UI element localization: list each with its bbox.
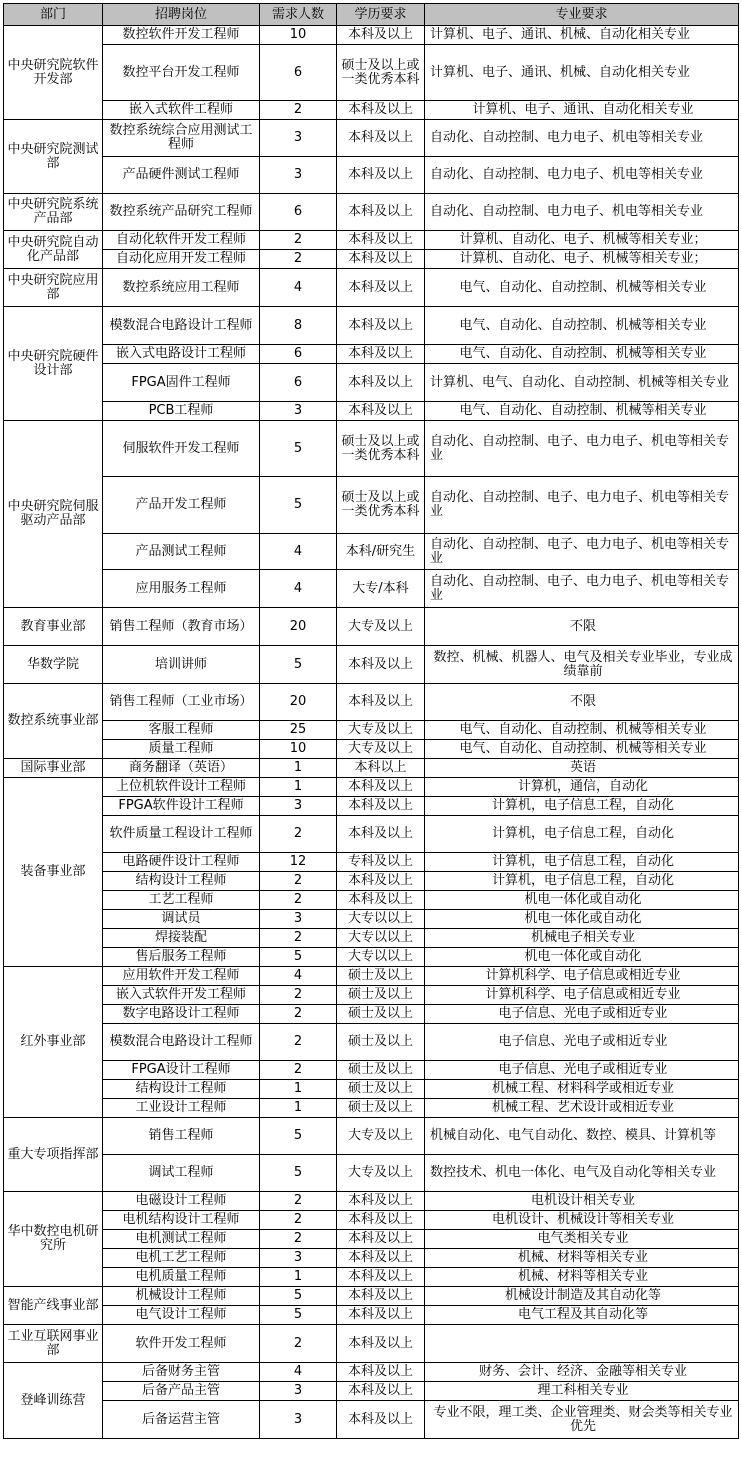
position-cell: 自动化应用开发工程师 [103, 250, 260, 269]
education-cell: 本科以上 [337, 759, 425, 778]
major-cell: 计算机、电子、通讯、自动化相关专业 [425, 101, 739, 120]
position-cell: 应用软件开发工程师 [103, 967, 260, 986]
position-cell: 产品开发工程师 [103, 477, 260, 534]
position-cell: 软件质量工程设计工程师 [103, 816, 260, 853]
education-cell: 本科及以上 [337, 157, 425, 194]
headcount-cell: 3 [260, 157, 337, 194]
position-cell: 商务翻译（英语） [103, 759, 260, 778]
table-row [4, 816, 739, 853]
education-cell: 本科及以上 [337, 1249, 425, 1268]
headcount-cell: 4 [260, 269, 337, 307]
table-row [4, 1005, 739, 1024]
headcount-cell: 3 [260, 797, 337, 816]
position-cell: 焊接装配 [103, 929, 260, 948]
table-row [4, 778, 739, 797]
table-row [4, 1192, 739, 1211]
position-cell: 嵌入式软件开发工程师 [103, 986, 260, 1005]
header-education: 学历要求 [337, 4, 425, 26]
position-cell: 质量工程师 [103, 740, 260, 759]
table-row [4, 853, 739, 872]
education-cell: 本科及以上 [337, 1268, 425, 1287]
department-cell: 华数学院 [4, 646, 103, 684]
education-cell: 本科及以上 [337, 872, 425, 891]
position-cell: 应用服务工程师 [103, 570, 260, 608]
education-cell: 本科及以上 [337, 816, 425, 853]
major-cell [425, 1325, 739, 1363]
position-cell: 产品测试工程师 [103, 534, 260, 570]
education-cell: 本科及以上 [337, 402, 425, 421]
position-cell: 电机质量工程师 [103, 1268, 260, 1287]
table-row [4, 45, 739, 101]
position-cell: 电机测试工程师 [103, 1230, 260, 1249]
position-cell: 自动化软件开发工程师 [103, 231, 260, 250]
education-cell: 本科及以上 [337, 684, 425, 721]
education-cell: 本科及以上 [337, 364, 425, 402]
headcount-cell: 2 [260, 101, 337, 120]
education-cell: 本科及以上 [337, 101, 425, 120]
position-cell: 上位机软件设计工程师 [103, 778, 260, 797]
major-cell: 电子信息、光电子或相近专业 [425, 1061, 739, 1080]
education-cell: 本科及以上 [337, 1325, 425, 1363]
position-cell: 产品硬件测试工程师 [103, 157, 260, 194]
education-cell: 本科及以上 [337, 646, 425, 684]
table-row [4, 1363, 739, 1382]
education-cell: 本科及以上 [337, 120, 425, 157]
headcount-cell: 4 [260, 534, 337, 570]
headcount-cell: 1 [260, 1099, 337, 1118]
major-cell: 不限 [425, 608, 739, 646]
position-cell: 数控平台开发工程师 [103, 45, 260, 101]
headcount-cell: 5 [260, 1155, 337, 1192]
table-row [4, 477, 739, 534]
headcount-cell: 6 [260, 345, 337, 364]
major-cell: 自动化、自动控制、电子、电力电子、机电等相关专业 [425, 534, 739, 570]
position-cell: 数字电路设计工程师 [103, 1005, 260, 1024]
major-cell: 电机设计、机械设计等相关专业 [425, 1211, 739, 1230]
education-cell: 大专及以上 [337, 1155, 425, 1192]
position-cell: 销售工程师（教育市场） [103, 608, 260, 646]
header-position: 招聘岗位 [103, 4, 260, 26]
headcount-cell: 3 [260, 120, 337, 157]
table-row [4, 721, 739, 740]
major-cell: 电气类相关专业 [425, 1230, 739, 1249]
position-cell: 电磁设计工程师 [103, 1192, 260, 1211]
major-cell: 计算机，通信，自动化 [425, 778, 739, 797]
headcount-cell: 2 [260, 1061, 337, 1080]
headcount-cell: 4 [260, 1363, 337, 1382]
position-cell: 客服工程师 [103, 721, 260, 740]
table-row [4, 570, 739, 608]
education-cell: 本科及以上 [337, 797, 425, 816]
position-cell: 数控系统应用工程师 [103, 269, 260, 307]
table-row [4, 345, 739, 364]
major-cell: 电气、自动化、自动控制、机械等相关专业 [425, 721, 739, 740]
education-cell: 本科及以上 [337, 1306, 425, 1325]
major-cell: 电机设计相关专业 [425, 1192, 739, 1211]
department-cell: 国际事业部 [4, 759, 103, 778]
major-cell: 电气工程及其自动化等 [425, 1306, 739, 1325]
position-cell: 电机工艺工程师 [103, 1249, 260, 1268]
department-cell: 工业互联网事业部 [4, 1325, 103, 1363]
major-cell: 不限 [425, 684, 739, 721]
table-row [4, 269, 739, 307]
department-cell: 重大专项指挥部 [4, 1118, 103, 1192]
education-cell: 本科及以上 [337, 1192, 425, 1211]
education-cell: 硕士及以上 [337, 967, 425, 986]
position-cell: 电路硬件设计工程师 [103, 853, 260, 872]
headcount-cell: 1 [260, 759, 337, 778]
education-cell: 本科及以上 [337, 345, 425, 364]
position-cell: 后备财务主管 [103, 1363, 260, 1382]
position-cell: 电气设计工程师 [103, 1306, 260, 1325]
headcount-cell: 5 [260, 948, 337, 967]
headcount-cell: 2 [260, 986, 337, 1005]
major-cell: 机械、材料等相关专业 [425, 1249, 739, 1268]
major-cell: 电子信息、光电子或相近专业 [425, 1024, 739, 1061]
department-cell: 数控系统事业部 [4, 684, 103, 759]
education-cell: 本科及以上 [337, 891, 425, 910]
position-cell: 后备运营主管 [103, 1401, 260, 1439]
headcount-cell: 5 [260, 1118, 337, 1155]
education-cell: 本科及以上 [337, 1211, 425, 1230]
major-cell: 电气、自动化、自动控制、机械等相关专业 [425, 307, 739, 345]
major-cell: 计算机、电气、自动化、自动控制、机械等相关专业 [425, 364, 739, 402]
table-row [4, 534, 739, 570]
table-row [4, 740, 739, 759]
headcount-cell: 10 [260, 26, 337, 45]
position-cell: 调试工程师 [103, 1155, 260, 1192]
table-row [4, 421, 739, 477]
position-cell: 嵌入式电路设计工程师 [103, 345, 260, 364]
department-cell: 装备事业部 [4, 778, 103, 967]
education-cell: 本科及以上 [337, 307, 425, 345]
major-cell: 数控、机械、机器人、电气及相关专业毕业，专业成绩靠前 [425, 646, 739, 684]
headcount-cell: 5 [260, 421, 337, 477]
position-cell: 数控软件开发工程师 [103, 26, 260, 45]
table-row [4, 1024, 739, 1061]
position-cell: 软件开发工程师 [103, 1325, 260, 1363]
department-cell: 中央研究院应用部 [4, 269, 103, 307]
major-cell: 电气、自动化、自动控制、机械等相关专业 [425, 740, 739, 759]
table-row [4, 1401, 739, 1439]
major-cell: 机械工程、艺术设计或相近专业 [425, 1099, 739, 1118]
education-cell: 大专以以上 [337, 929, 425, 948]
major-cell: 机械电子相关专业 [425, 929, 739, 948]
table-row [4, 1099, 739, 1118]
major-cell: 自动化、自动控制、电力电子、机电等相关专业 [425, 194, 739, 231]
table-row [4, 948, 739, 967]
header-department: 部门 [4, 4, 103, 26]
header-row [4, 4, 739, 26]
education-cell: 大专及以上 [337, 740, 425, 759]
headcount-cell: 20 [260, 608, 337, 646]
department-cell: 登峰训练营 [4, 1363, 103, 1439]
major-cell: 电气、自动化、自动控制、机械等相关专业 [425, 269, 739, 307]
headcount-cell: 20 [260, 684, 337, 721]
headcount-cell: 2 [260, 250, 337, 269]
education-cell: 专科及以上 [337, 853, 425, 872]
major-cell: 机电一体化或自动化 [425, 891, 739, 910]
headcount-cell: 6 [260, 45, 337, 101]
position-cell: 机械设计工程师 [103, 1287, 260, 1306]
position-cell: 电机结构设计工程师 [103, 1211, 260, 1230]
department-cell: 中央研究院自动化产品部 [4, 231, 103, 269]
position-cell: FPGA设计工程师 [103, 1061, 260, 1080]
position-cell: 结构设计工程师 [103, 1080, 260, 1099]
headcount-cell: 5 [260, 477, 337, 534]
education-cell: 本科及以上 [337, 1401, 425, 1439]
education-cell: 本科及以上 [337, 194, 425, 231]
table-row [4, 684, 739, 721]
major-cell: 机电一体化或自动化 [425, 948, 739, 967]
major-cell: 电气、自动化、自动控制、机械等相关专业 [425, 345, 739, 364]
position-cell: 后备产品主管 [103, 1382, 260, 1401]
education-cell: 本科及以上 [337, 1287, 425, 1306]
header-headcount: 需求人数 [260, 4, 337, 26]
position-cell: 数控系统综合应用测试工程师 [103, 120, 260, 157]
table-row [4, 1211, 739, 1230]
major-cell: 自动化、自动控制、电力电子、机电等相关专业 [425, 120, 739, 157]
position-cell: 销售工程师（工业市场） [103, 684, 260, 721]
department-cell: 智能产线事业部 [4, 1287, 103, 1325]
position-cell: 模数混合电路设计工程师 [103, 1024, 260, 1061]
education-cell: 本科及以上 [337, 250, 425, 269]
table-row [4, 1249, 739, 1268]
major-cell: 计算机、电子、通讯、机械、自动化相关专业 [425, 45, 739, 101]
headcount-cell: 2 [260, 231, 337, 250]
department-cell: 中央研究院测试部 [4, 120, 103, 194]
table-row [4, 120, 739, 157]
position-cell: 数控系统产品研究工程师 [103, 194, 260, 231]
education-cell: 硕士及以上 [337, 1024, 425, 1061]
headcount-cell: 3 [260, 1249, 337, 1268]
department-cell: 中央研究院系统产品部 [4, 194, 103, 231]
education-cell: 大专以以上 [337, 948, 425, 967]
headcount-cell: 8 [260, 307, 337, 345]
table-row [4, 101, 739, 120]
department-cell: 中央研究院软件开发部 [4, 26, 103, 120]
table-row [4, 402, 739, 421]
position-cell: 销售工程师 [103, 1118, 260, 1155]
position-cell: 培训讲师 [103, 646, 260, 684]
education-cell: 硕士及以上或一类优秀本科 [337, 45, 425, 101]
department-cell: 教育事业部 [4, 608, 103, 646]
education-cell: 本科/研究生 [337, 534, 425, 570]
headcount-cell: 2 [260, 1024, 337, 1061]
headcount-cell: 6 [260, 364, 337, 402]
position-cell: 售后服务工程师 [103, 948, 260, 967]
major-cell: 计算机，电子信息工程，自动化 [425, 797, 739, 816]
education-cell: 大专及以上 [337, 608, 425, 646]
position-cell: 调试员 [103, 910, 260, 929]
department-cell: 华中数控电机研究所 [4, 1192, 103, 1287]
table-row [4, 986, 739, 1005]
major-cell: 自动化、自动控制、电子、电力电子、机电等相关专业 [425, 421, 739, 477]
table-row [4, 194, 739, 231]
headcount-cell: 12 [260, 853, 337, 872]
headcount-cell: 10 [260, 740, 337, 759]
headcount-cell: 2 [260, 1192, 337, 1211]
table-row [4, 1287, 739, 1306]
major-cell: 自动化、自动控制、电力电子、机电等相关专业 [425, 157, 739, 194]
table-row [4, 759, 739, 778]
table-row [4, 891, 739, 910]
header-major: 专业要求 [425, 4, 739, 26]
major-cell: 计算机、电子、通讯、机械、自动化相关专业 [425, 26, 739, 45]
education-cell: 硕士及以上或一类优秀本科 [337, 421, 425, 477]
education-cell: 本科及以上 [337, 1230, 425, 1249]
education-cell: 本科及以上 [337, 269, 425, 307]
major-cell: 计算机、自动化、电子、机械等相关专业； [425, 231, 739, 250]
headcount-cell: 4 [260, 967, 337, 986]
table-row [4, 1061, 739, 1080]
table-row [4, 157, 739, 194]
headcount-cell: 2 [260, 929, 337, 948]
major-cell: 计算机，电子信息工程，自动化 [425, 872, 739, 891]
major-cell: 机械设计制造及其自动化等 [425, 1287, 739, 1306]
education-cell: 大专及以上 [337, 1118, 425, 1155]
table-row [4, 1118, 739, 1155]
major-cell: 专业不限，理工类、企业管理类、财会类等相关专业优先 [425, 1401, 739, 1439]
headcount-cell: 2 [260, 872, 337, 891]
headcount-cell: 3 [260, 910, 337, 929]
table-row [4, 1325, 739, 1363]
headcount-cell: 2 [260, 1005, 337, 1024]
table-row [4, 910, 739, 929]
major-cell: 计算机科学、电子信息或相近专业 [425, 967, 739, 986]
headcount-cell: 2 [260, 1230, 337, 1249]
major-cell: 机械工程、材料科学或相近专业 [425, 1080, 739, 1099]
position-cell: 模数混合电路设计工程师 [103, 307, 260, 345]
department-cell: 中央研究院伺服驱动产品部 [4, 421, 103, 608]
position-cell: 结构设计工程师 [103, 872, 260, 891]
major-cell: 数控技术、机电一体化、电气及自动化等相关专业 [425, 1155, 739, 1192]
table-row [4, 967, 739, 986]
position-cell: 工业设计工程师 [103, 1099, 260, 1118]
education-cell: 本科及以上 [337, 26, 425, 45]
headcount-cell: 3 [260, 1401, 337, 1439]
education-cell: 硕士及以上 [337, 1099, 425, 1118]
table-row [4, 1382, 739, 1401]
headcount-cell: 25 [260, 721, 337, 740]
education-cell: 本科及以上 [337, 231, 425, 250]
headcount-cell: 3 [260, 402, 337, 421]
department-cell: 中央研究院硬件设计部 [4, 307, 103, 421]
table-row [4, 929, 739, 948]
table-body [4, 26, 739, 1439]
major-cell: 计算机，电子信息工程，自动化 [425, 816, 739, 853]
education-cell: 硕士及以上 [337, 1080, 425, 1099]
education-cell: 大专/本科 [337, 570, 425, 608]
education-cell: 硕士及以上 [337, 986, 425, 1005]
headcount-cell: 4 [260, 570, 337, 608]
table-row [4, 1230, 739, 1249]
major-cell: 财务、会计、经济、金融等相关专业 [425, 1363, 739, 1382]
department-cell: 红外事业部 [4, 967, 103, 1118]
position-cell: 伺服软件开发工程师 [103, 421, 260, 477]
headcount-cell: 1 [260, 778, 337, 797]
headcount-cell: 5 [260, 646, 337, 684]
position-cell: FPGA固件工程师 [103, 364, 260, 402]
education-cell: 硕士及以上 [337, 1005, 425, 1024]
position-cell: 工艺工程师 [103, 891, 260, 910]
major-cell: 计算机，电子信息工程，自动化 [425, 853, 739, 872]
education-cell: 本科及以上 [337, 778, 425, 797]
major-cell: 自动化、自动控制、电子、电力电子、机电等相关专业 [425, 570, 739, 608]
major-cell: 机电一体化或自动化 [425, 910, 739, 929]
major-cell: 理工科相关专业 [425, 1382, 739, 1401]
major-cell: 计算机科学、电子信息或相近专业 [425, 986, 739, 1005]
table-header [4, 4, 739, 26]
major-cell: 电气、自动化、自动控制、机械等相关专业 [425, 402, 739, 421]
table-row [4, 797, 739, 816]
education-cell: 硕士及以上 [337, 1061, 425, 1080]
table-row [4, 364, 739, 402]
headcount-cell: 2 [260, 1211, 337, 1230]
table-row [4, 231, 739, 250]
table-row [4, 307, 739, 345]
headcount-cell: 3 [260, 1382, 337, 1401]
headcount-cell: 2 [260, 891, 337, 910]
headcount-cell: 2 [260, 816, 337, 853]
major-cell: 机械、材料等相关专业 [425, 1268, 739, 1287]
headcount-cell: 2 [260, 1325, 337, 1363]
table-row [4, 1268, 739, 1287]
table-row [4, 1306, 739, 1325]
table-row [4, 26, 739, 45]
table-row [4, 1080, 739, 1099]
table-row [4, 1155, 739, 1192]
table-row [4, 646, 739, 684]
table-row [4, 872, 739, 891]
education-cell: 本科及以上 [337, 1363, 425, 1382]
position-cell: PCB工程师 [103, 402, 260, 421]
recruitment-table [3, 3, 739, 1439]
education-cell: 硕士及以上或一类优秀本科 [337, 477, 425, 534]
table-row [4, 250, 739, 269]
position-cell: FPGA软件设计工程师 [103, 797, 260, 816]
headcount-cell: 5 [260, 1306, 337, 1325]
headcount-cell: 1 [260, 1268, 337, 1287]
position-cell: 嵌入式软件工程师 [103, 101, 260, 120]
major-cell: 自动化、自动控制、电子、电力电子、机电等相关专业 [425, 477, 739, 534]
major-cell: 英语 [425, 759, 739, 778]
education-cell: 大专以以上 [337, 910, 425, 929]
table-row [4, 608, 739, 646]
education-cell: 大专及以上 [337, 721, 425, 740]
major-cell: 机械自动化、电气自动化、数控、模具、计算机等 [425, 1118, 739, 1155]
major-cell: 电子信息、光电子或相近专业 [425, 1005, 739, 1024]
education-cell: 本科及以上 [337, 1382, 425, 1401]
major-cell: 计算机、自动化、电子、机械等相关专业； [425, 250, 739, 269]
headcount-cell: 1 [260, 1080, 337, 1099]
headcount-cell: 6 [260, 194, 337, 231]
headcount-cell: 5 [260, 1287, 337, 1306]
